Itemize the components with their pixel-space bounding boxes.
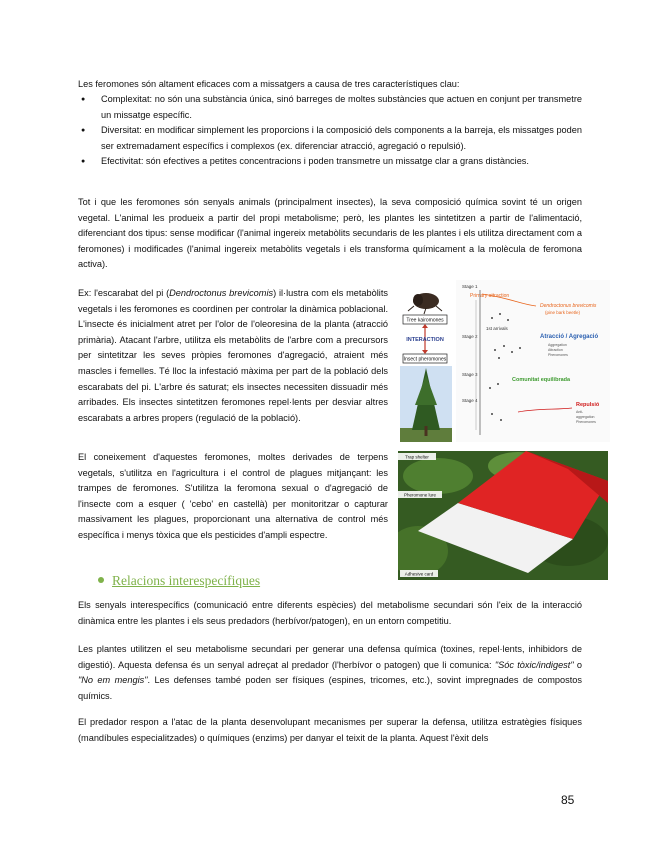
- example-prefix: Ex: l'escarabat del pi (: [78, 288, 170, 298]
- characteristics-list: [78, 92, 582, 170]
- list-item: ● Complexitat: no són una substància única, sinó barreges de moltes substàncies que actuen en conjunt per transmetre un missatge específic.: [78, 92, 582, 123]
- page-number: 85: [561, 793, 575, 807]
- defense-text: Les plantes utilitzen el seu metabolisme secundari per generar una defensa química (toxines, repel·lents, inhibidors de digestió). Aquesta defensa és un senyal adreçat al predador (l'herbívor o patogen) que li comunica:: [78, 644, 582, 670]
- repulsion-label: Repulsió: [576, 402, 600, 408]
- intro-text: Les feromones són altament eficaces com a missatgers a causa de tres característiques clau:: [78, 79, 460, 89]
- trap-shelter-label: Trap shelter: [405, 454, 429, 460]
- interaction-label: INTERACTION: [406, 337, 444, 343]
- predator-response-paragraph: El predador respon a l'atac de la planta desenvolupant mecanismes per superar la defensa, utilitza estratègies físiques (mandíbules especialitzades) o químiques (enzims) per danyar el teixit de la planta. Aquest l'èxit dels: [78, 717, 582, 743]
- list-item: ● Diversitat: en modificar simplement les proporcions i la composició dels components a la barreja, els missatges poden ser extremadament específics i complexos (ex. diferenciar atracció, agregació o repulsió).: [78, 123, 582, 154]
- bullet-dot: [98, 577, 104, 583]
- box-tree-kairomones: Tree kairomones: [406, 317, 444, 324]
- chemical-defense-paragraph: [78, 642, 582, 704]
- pine-tree-image: [400, 366, 452, 442]
- first-arrivals-label: 1st arrivals: [486, 326, 508, 331]
- pheromone-origin-paragraph: Tot i que les feromones són senyals animals (principalment insectes), la seva composició química sovint té un origen vegetal. L'animal les produeix a partir del propi metabolisme; però, les plantes les sintetitzen a partir de l'alimentació, diferenciant dos tipus: sense modificar (l'animal ingereix metabòlits secundaris de les plantes i els utilitza directament com a feromones) i modificades (l'animal ingereix metabòlits vegetals i els transforma químicament a la molècula de feromona activa).: [78, 197, 582, 270]
- defense-end: . Les defenses també poden ser físiques (espines, tricomes, etc.), sovint impregnades de compostos químics.: [78, 675, 582, 701]
- box-insect-pheromones: Insect pheromones: [403, 356, 447, 363]
- pheromone-traps-paragraph: El coneixement d'aquestes feromones, moltes derivades de terpens vegetals, s'utilitza en l'agricultura i el control de plagues mitjançant: les trampes de feromones. S'utilitza la feromona sexual o d'agregació de l'insecte com a esquer ( 'cebo' en castellà) per monitoritzar o capturar massivament les plagues, proporcionant una alternativa de control més específica i menys tòxica que els pesticides d'ampli espectre.: [78, 452, 388, 540]
- heading-text: Relacions interespecífiques: [112, 573, 261, 588]
- svg-text:Aggregation: Aggregation: [548, 343, 567, 347]
- defense-mid: o: [573, 659, 582, 670]
- list-item: ● Efectivitat: són efectives a petites concentracions i poden transmetre un missatge clar a grans distàncies.: [78, 154, 582, 170]
- stage-label: Stage 3: [462, 372, 478, 377]
- stage-label: Stage 4: [462, 398, 478, 403]
- equilibrium-label: Comunitat equilibrada: [512, 377, 571, 383]
- section-heading: [98, 573, 260, 589]
- aggregation-label: Atracció / Agregació: [540, 334, 599, 340]
- defense-quote-2: "No em mengis": [78, 675, 148, 686]
- pheromone-lure-label: Pheromone lure: [403, 492, 437, 498]
- svg-text:Pheromones: Pheromones: [548, 353, 568, 357]
- stage-label: Stage 1: [462, 284, 478, 289]
- example-paragraph: [78, 286, 388, 426]
- adhesive-card-label: Adhesive card: [404, 571, 434, 577]
- svg-text:aggregation: aggregation: [576, 415, 595, 419]
- svg-text:Anti-: Anti-: [576, 410, 584, 414]
- stage-label: Stage 2: [462, 334, 478, 339]
- interspecific-paragraph: Els senyals interespecífics (comunicació entre diferents espècies) del metabolisme secundari són l'eix de la interacció dinàmica entre les plantes i els seus predadors (herbívor/patogen), en un entorn competitiu.: [78, 600, 582, 626]
- species-sublabel: (pine bark beetle): [545, 310, 581, 315]
- svg-text:Pheromones: Pheromones: [576, 420, 596, 424]
- primary-attraction-label: Primary attraction: [470, 293, 510, 299]
- species-label: Dendroctonus brevicomis: [540, 303, 597, 309]
- species-name: Dendroctonus brevicomis: [169, 288, 274, 298]
- svg-text:Attraction: Attraction: [548, 348, 563, 352]
- defense-quote-1: "Sóc tòxic/indigest": [494, 659, 574, 670]
- pheromone-trap-figure: [398, 451, 608, 580]
- bark-beetle-figure: [400, 280, 610, 442]
- example-body: ) il·lustra com els metabòlits vegetals i les feromones es coordinen per controlar la dinàmica poblacional. L'insecte és inicialment atret per l'olor de l'oleoresina de la planta (atracció primària). Atacant l'arbre, utilitza els metabòlits de l'arbre com a precursors per sintetitzar les seves pròpies feromones d'agregació, atraient més mascles i femelles. Té lloc la infestació màxima per part de la població dels escarabats del pi. L'arbre és saturat; els insectes necessiten dissuadir més arribades. Els insectes sintetitzen feromones repel·lents per desviar altres escarabats a arbres propers (regulació de la població).: [78, 288, 388, 423]
